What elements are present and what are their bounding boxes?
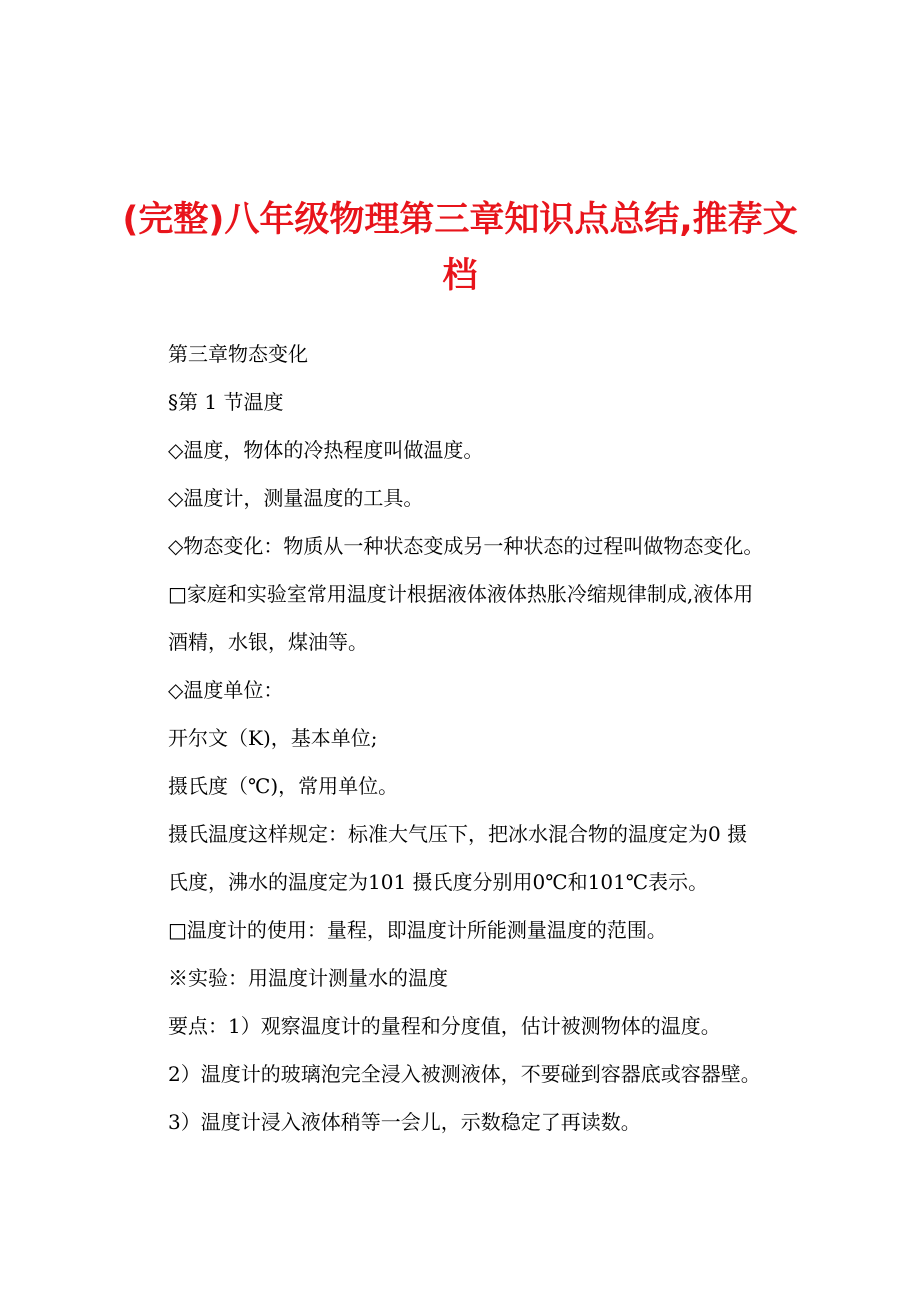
chapter-heading: 第三章物态变化 — [168, 342, 308, 366]
paragraph: 摄氏度（℃)，常用单位。 — [168, 774, 399, 798]
document-title: (完整)八年级物理第三章知识点总结,推荐文 — [122, 200, 798, 240]
paragraph: 要点：1）观察温度计的量程和分度值，估计被测物体的温度。 — [168, 1014, 721, 1038]
paragraph: ◇温度单位： — [168, 678, 284, 702]
paragraph: 摄氏温度这样规定：标准大气压下，把冰水混合物的温度定为0 摄 — [168, 822, 748, 846]
section-heading: §第 1 节温度 — [168, 390, 284, 414]
paragraph-continuation: 酒精，水银，煤油等。 — [168, 630, 368, 654]
paragraph: ◇温度计，测量温度的工具。 — [168, 486, 424, 510]
document-title-continued: 档 — [442, 256, 478, 296]
paragraph: □温度计的使用：量程，即温度计所能测量温度的范围。 — [168, 918, 667, 942]
paragraph: 开尔文（K)，基本单位; — [168, 726, 378, 750]
paragraph-continuation: 氏度，沸水的温度定为101 摄氏度分别用0℃和101℃表示。 — [168, 870, 709, 894]
paragraph: ※实验：用温度计测量水的温度 — [168, 966, 448, 990]
paragraph: 3）温度计浸入液体稍等一会儿，示数稳定了再读数。 — [168, 1110, 641, 1134]
paragraph: ◇温度，物体的冷热程度叫做温度。 — [168, 438, 484, 462]
paragraph: ◇物态变化：物质从一种状态变成另一种状态的过程叫做物态变化。 — [168, 534, 764, 558]
paragraph: 2）温度计的玻璃泡完全浸入被测液体，不要碰到容器底或容器壁。 — [168, 1062, 761, 1086]
paragraph: □家庭和实验室常用温度计根据液体液体热胀冷缩规律制成,液体用 — [168, 582, 754, 606]
